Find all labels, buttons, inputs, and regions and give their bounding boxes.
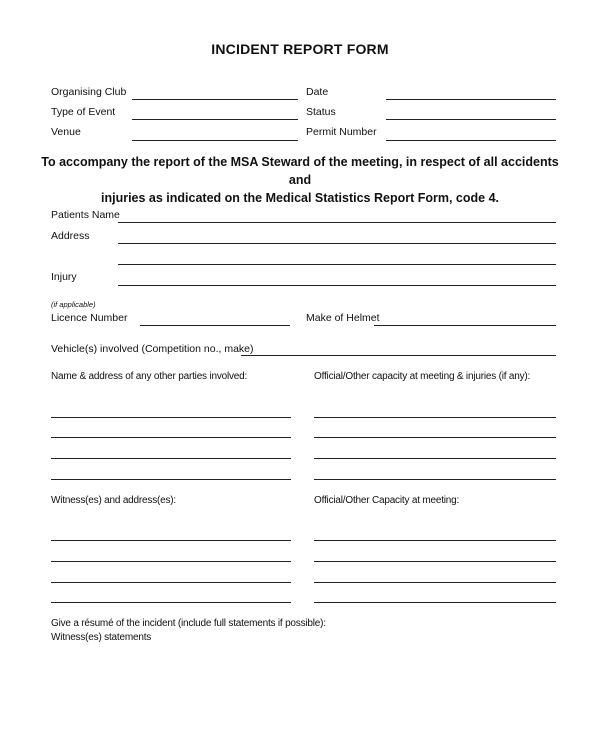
address-label: Address <box>51 230 90 242</box>
type-of-event-label: Type of Event <box>51 106 116 118</box>
type-of-event-field[interactable] <box>132 119 298 120</box>
official-capacity-injuries-line-1[interactable] <box>314 417 556 418</box>
witnesses-line-4[interactable] <box>51 602 291 603</box>
address-field-line-1[interactable] <box>118 243 556 244</box>
venue-label: Venue <box>51 126 81 138</box>
status-field[interactable] <box>386 119 556 120</box>
form-title: INCIDENT REPORT FORM <box>211 41 389 57</box>
venue-field[interactable] <box>132 140 298 141</box>
vehicles-involved-field[interactable] <box>241 355 556 356</box>
make-of-helmet-label: Make of Helmet <box>306 312 380 324</box>
official-capacity-meeting-line-1[interactable] <box>314 540 556 541</box>
official-capacity-meeting-line-3[interactable] <box>314 582 556 583</box>
other-parties-line-4[interactable] <box>51 479 291 480</box>
official-capacity-meeting-line-2[interactable] <box>314 561 556 562</box>
licence-number-label: Licence Number <box>51 312 128 324</box>
notice-line-2: injuries as indicated on the Medical Statistics Report Form, code 4. <box>100 191 499 205</box>
witnesses-line-1[interactable] <box>51 540 291 541</box>
licence-number-field[interactable] <box>140 325 290 326</box>
other-parties-line-2[interactable] <box>51 437 291 438</box>
other-parties-line-1[interactable] <box>51 417 291 418</box>
official-capacity-injuries-line-2[interactable] <box>314 437 556 438</box>
date-field[interactable] <box>386 99 556 100</box>
give-resume-label: Give a résumé of the incident (include full statements if possible): <box>51 618 326 629</box>
injury-field[interactable] <box>118 285 556 286</box>
official-capacity-injuries-line-3[interactable] <box>314 458 556 459</box>
injury-label: Injury <box>51 271 77 283</box>
notice-line-1: To accompany the report of the MSA Steward of the meeting, in respect of all accidents and <box>41 155 559 187</box>
official-capacity-meeting-line-4[interactable] <box>314 602 556 603</box>
if-applicable-note: (if applicable) <box>51 300 96 309</box>
organising-club-field[interactable] <box>132 99 298 100</box>
make-of-helmet-field[interactable] <box>374 325 556 326</box>
witness-statements-label: Witness(es) statements <box>51 632 152 643</box>
other-parties-label: Name & address of any other parties involved: <box>51 371 248 382</box>
address-field-line-2[interactable] <box>118 264 556 265</box>
patients-name-field[interactable] <box>118 222 556 223</box>
permit-number-label: Permit Number <box>306 126 377 138</box>
date-label: Date <box>306 86 329 98</box>
patients-name-label: Patients Name <box>51 209 120 221</box>
organising-club-label: Organising Club <box>51 86 127 98</box>
permit-number-field[interactable] <box>386 140 556 141</box>
vehicles-involved-label: Vehicle(s) involved (Competition no., make) <box>51 343 254 355</box>
other-parties-line-3[interactable] <box>51 458 291 459</box>
official-capacity-injuries-line-4[interactable] <box>314 479 556 480</box>
status-label: Status <box>306 106 336 118</box>
witnesses-line-2[interactable] <box>51 561 291 562</box>
witnesses-label: Witness(es) and address(es): <box>51 495 177 506</box>
form-notice <box>40 153 560 207</box>
official-capacity-meeting-label: Official/Other Capacity at meeting: <box>314 495 460 506</box>
official-capacity-injuries-label: Official/Other capacity at meeting & injuries (if any): <box>314 371 531 382</box>
witnesses-line-3[interactable] <box>51 582 291 583</box>
